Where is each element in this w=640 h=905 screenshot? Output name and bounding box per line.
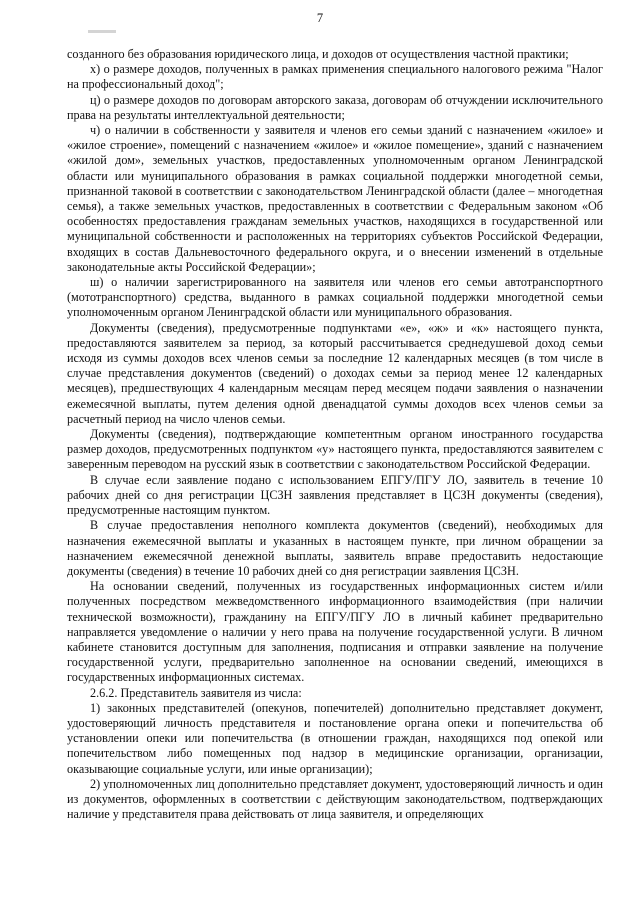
page-number: 7 [316, 11, 324, 25]
paragraph-authorized-persons: 2) уполномоченных лиц дополнительно представляет документ, удостоверяющий личность и один из документов, оформленных в соответствии с действующим законодательством, подтверждающих наличие у представителя права действовать от лица заявителя, и определяющих [67, 776, 603, 822]
paragraph-information-systems: На основании сведений, полученных из государственных информационных систем и/или полученных посредством межведомственного информационного взаимодействия (при наличии технической возможности), гражданину на ЕПГУ/ПГУ ЛО в личный кабинет предварительно направляется уведомление о наличии у него права на получение государственной услуги. В личном кабинете становится доступным для заполнения, подписания и отправки заявление на получение государственной услуги, предварительно заполненное на основании сведений, имеющихся в государственных информационных системах. [67, 579, 603, 685]
paragraph-section-2-6-2: 2.6.2. Представитель заявителя из числа: [90, 685, 302, 700]
paragraph-item-ch: ч) о наличии в собственности у заявителя и членов его семьи зданий с назначением «жилое» и «жилое строение», помещений с назначением «жилое» и «жилое помещение», зданий с назначением «жилой дом», земельных участков, предоставленных уполномоченным органом Ленинградской области или муниципального образования в рамках социальной поддержки многодетной семьи, признанной таковой в соответствии с законодательством Ленинградской области (далее – многодетная семья), а также земельных участков, предоставленных в соответствии с Федеральным законом «Об особенностях предоставления гражданам земельных участков, находящихся в государственной или муниципальной собственности и расположенных на территориях субъектов Российской Федерации, входящих в состав Дальневосточного федерального округа, и о внесении изменений в отдельные законодательные акты Российской Федерации»; [67, 123, 603, 274]
paragraph-item-sh: ш) о наличии зарегистрированного на заявителя или членов его семьи автотранспортного (мототранспортного) средства, выданного в рамках социальной поддержки многодетной семьи уполномоченным органом Ленинградской области или муниципального образования. [67, 275, 603, 320]
paragraph-continuation: созданного без образования юридического лица, и доходов от осуществления частной практики; [67, 47, 569, 61]
paragraph-documents-foreign: Документы (сведения), подтверждающие компетентным органом иностранного государства размер доходов, предусмотренных подпунктом «у» настоящего пункта, предоставляются заявителем с заверенным переводом на русский язык в соответствии с законодательством Российской Федерации. [67, 427, 603, 472]
paragraph-documents-period: Документы (сведения), предусмотренные подпунктами «е», «ж» и «к» настоящего пункта, предоставляются заявителем за период, за который рассчитывается среднедушевой доход семьи исходя из суммы доходов всех членов семьи за последние 12 календарных месяцев (в том числе в случае представления документов (сведений) о доходах семьи за период менее 12 календарных месяцев), предшествующих 4 календарным месяцам перед месяцем подачи заявления о назначении ежемесячной выплаты, путем деления одной двенадцатой суммы доходов всех членов семьи за расчетный период на число членов семьи. [67, 320, 603, 426]
document-body [67, 47, 603, 822]
scan-smudge [88, 30, 116, 33]
paragraph-epgu-submission: В случае если заявление подано с использованием ЕПГУ/ПГУ ЛО, заявитель в течение 10 рабочих дней со дня регистрации ЦСЗН заявления представляет в ЦСЗН документы (сведения), предусмотренные настоящим пунктом. [67, 472, 603, 518]
paragraph-item-kh: х) о размере доходов, полученных в рамках применения специального налогового режима "Налог на профессиональный доход"; [67, 62, 603, 92]
paragraph-incomplete-set: В случае предоставления неполного комплекта документов (сведений), необходимых для назначения ежемесячной выплаты и указанных в настоящем пункте, при личном обращении за назначением ежемесячной денежной выплаты, заявитель вправе предоставить недостающие документы (сведения) в течение 10 рабочих дней со дня регистрации заявления ЦСЗН. [67, 518, 603, 578]
paragraph-legal-representatives: 1) законных представителей (опекунов, попечителей) дополнительно представляет документ, удостоверяющий личность представителя и постановление органа опеки и попечительства об установлении опеки или попечительства (в отношении граждан, находящихся под опекой или попечительством либо помещенных под надзор в медицинские организации, организации, оказывающие социальные услуги, или иные организации); [67, 700, 603, 776]
paragraph-item-ts: ц) о размере доходов по договорам авторского заказа, договорам об отчуждении исключительного права на результаты интеллектуальной деятельности; [67, 92, 603, 122]
